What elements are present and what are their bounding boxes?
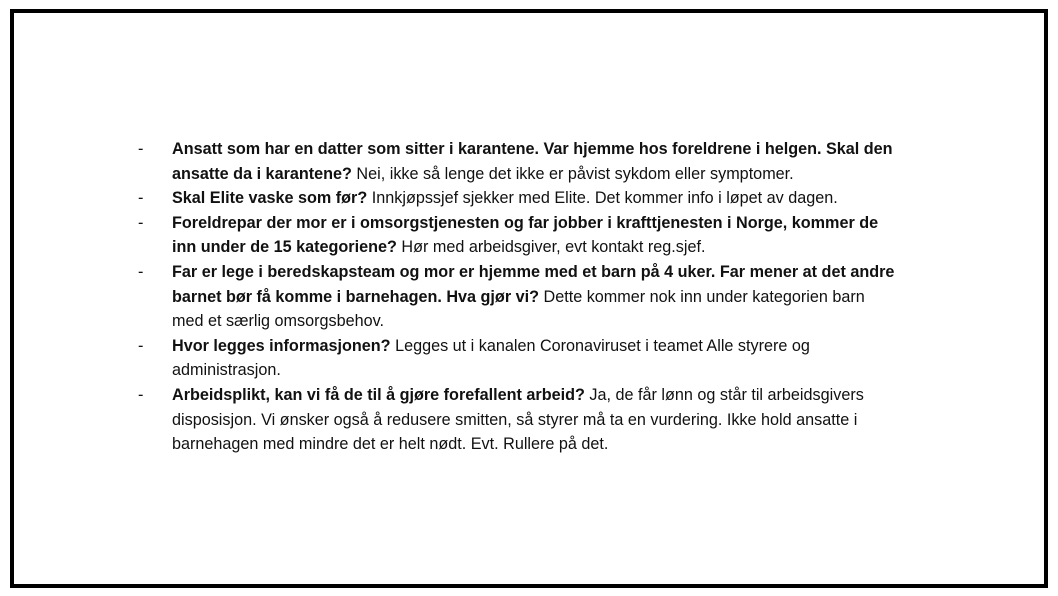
bullet-dash: - (138, 189, 144, 208)
answer-text: Ja, de får lønn og står til arbeidsgivers disposisjon. Vi ønsker også å redusere smitten, så styrer må ta en vurdering. Ikke hold ansatte i barnehagen med mindre det er helt nødt. Evt. Rullere på det. (172, 385, 864, 454)
qa-list (138, 137, 898, 457)
bullet-dash: - (138, 336, 144, 355)
answer-text: Dette kommer nok inn under kategorien barn med et særlig omsorgsbehov. (172, 287, 865, 331)
document-content (138, 137, 898, 467)
list-item (138, 137, 898, 186)
bullet-dash: - (138, 140, 144, 158)
bullet-dash: - (138, 213, 144, 232)
question-text: Skal Elite vaske som før? (172, 189, 368, 208)
list-item (138, 211, 898, 260)
list-item (138, 383, 898, 457)
answer-text: Hør med arbeidsgiver, evt kontakt reg.sjef. (396, 238, 706, 257)
bullet-dash: - (138, 385, 144, 404)
list-item (138, 186, 898, 211)
answer-text: Nei, ikke så lenge det ikke er påvist sykdom eller symptomer. (351, 164, 794, 183)
question-text: Arbeidsplikt, kan vi få de til å gjøre forefallent arbeid? (172, 385, 585, 404)
answer-text: Innkjøpssjef sjekker med Elite. Det kommer info i løpet av dagen. (367, 189, 838, 208)
question-text: Hvor legges informasjonen? (172, 336, 391, 355)
question-text: Far er lege i beredskapsteam og mor er hjemme med et barn på 4 uker. Far mener at det andre barnet bør få komme i barnehagen. Hva gjør vi? (172, 262, 895, 306)
question-text: Foreldrepar der mor er i omsorgstjenesten og far jobber i krafttjenesten i Norge, kommer de inn under de 15 kategoriene? (172, 213, 879, 257)
answer-text: Legges ut i kanalen Coronaviruset i teamet Alle styrere og administrasjon. (172, 336, 810, 380)
question-text: Ansatt som har en datter som sitter i karantene. Var hjemme hos foreldrene i helgen. Skal den ansatte da i karantene? (172, 140, 893, 183)
bullet-dash: - (138, 262, 144, 281)
list-item (138, 334, 898, 383)
document-frame (10, 9, 1048, 588)
list-item (138, 260, 898, 334)
